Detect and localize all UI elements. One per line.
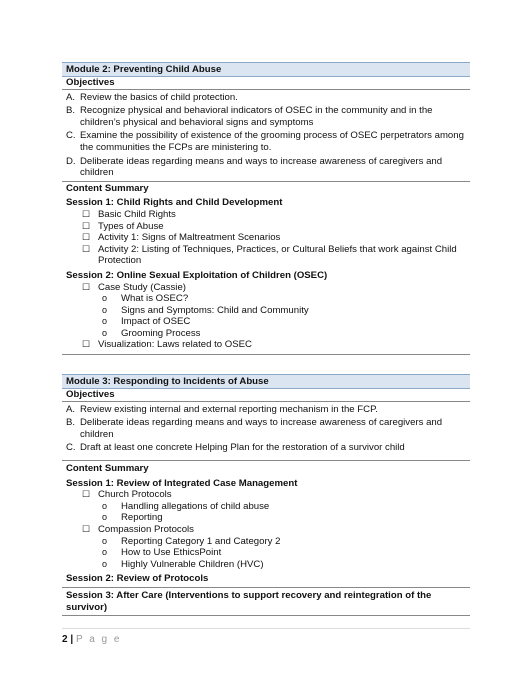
module-2-session-2-title: Session 2: Online Sexual Exploitation of Children (OSEC) (66, 269, 328, 281)
sub-list-item: o Impact of OSEC (102, 316, 191, 328)
checkbox-icon: ☐ (82, 243, 91, 254)
footer-separator: | (70, 634, 74, 645)
page-footer (62, 634, 121, 646)
sub-list-item: o Reporting (102, 512, 163, 524)
objective-item: B. Deliberate ideas regarding means and ways to increase awareness of caregivers and children (66, 417, 443, 440)
objective-item: C. Draft at least one concrete Helping Plan for the restoration of a survivor child (62, 442, 470, 461)
sub-list-item: o Reporting Category 1 and Category 2 (102, 535, 281, 547)
objective-item: D. Deliberate ideas regarding means and ways to increase awareness of caregivers and children (62, 156, 470, 182)
bullet-icon: o (102, 293, 108, 304)
checkbox-icon: ☐ (82, 208, 91, 219)
module-3-objectives-label: Objectives (62, 389, 470, 402)
footer-divider (62, 628, 470, 629)
sub-list-item: o What is OSEC? (102, 293, 189, 305)
checkbox-icon: ☐ (82, 339, 91, 350)
objective-item: C. Examine the possibility of existence of the grooming process of OSEC perpetrators among the communities the FCPs are ministering to. (66, 130, 464, 153)
sub-list-item: o How to Use EthicsPoint (102, 547, 222, 559)
sub-list-item: o Handling allegations of child abuse (102, 500, 270, 512)
module-2-session-1-title: Session 1: Child Rights and Child Development (66, 197, 283, 209)
checklist-item: ☐ Activity 2: Listing of Techniques, Practices, or Cultural Beliefs that work against Child Protection (82, 243, 457, 267)
bullet-icon: o (102, 512, 108, 523)
module-3-session-3-title: Session 3: After Care (Interventions to support recovery and reintegration of the survivor) (62, 590, 470, 616)
module-2-objectives-label: Objectives (62, 77, 470, 90)
checklist-item: ☐ Basic Child Rights (82, 208, 176, 220)
sub-list-item: o Signs and Symptoms: Child and Community (102, 304, 309, 316)
module-2-title: Module 2: Preventing Child Abuse (62, 62, 470, 77)
checklist-item: ☐ Case Study (Cassie) (82, 281, 186, 293)
module-3-session-2-title: Session 2: Review of Protocols (62, 573, 470, 588)
page-label: P a g e (75, 634, 122, 645)
bullet-icon: o (102, 500, 108, 511)
bullet-icon: o (102, 316, 108, 327)
module-3-session-1-title: Session 1: Review of Integrated Case Management (66, 477, 298, 489)
objective-item: A. Review the basics of child protection. (66, 91, 238, 103)
sub-list-item: o Grooming Process (102, 327, 201, 339)
checklist-item: ☐ Visualization: Laws related to OSEC (62, 339, 470, 355)
sub-list-item: o Highly Vulnerable Children (HVC) (102, 558, 264, 570)
checklist-item: ☐ Activity 1: Signs of Maltreatment Scenarios (82, 232, 281, 244)
page-number: 2 (62, 634, 68, 645)
bullet-icon: o (102, 327, 108, 338)
checklist-item: ☐ Types of Abuse (82, 220, 164, 232)
module-3-title: Module 3: Responding to Incidents of Abuse (62, 374, 470, 389)
bullet-icon: o (102, 558, 108, 569)
checkbox-icon: ☐ (82, 281, 91, 292)
checkbox-icon: ☐ (82, 523, 91, 534)
module-3-section (62, 374, 470, 616)
checkbox-icon: ☐ (82, 489, 91, 500)
checklist-item: ☐ Compassion Protocols (82, 523, 194, 535)
checkbox-icon: ☐ (82, 232, 91, 243)
bullet-icon: o (102, 535, 108, 546)
module-2-content-summary-label: Content Summary (66, 182, 149, 194)
bullet-icon: o (102, 547, 108, 558)
module-3-content-summary-label: Content Summary (66, 462, 149, 474)
checkbox-icon: ☐ (82, 220, 91, 231)
checklist-item: ☐ Church Protocols (82, 489, 172, 501)
bullet-icon: o (102, 304, 108, 315)
objective-item: A. Review existing internal and external reporting mechanism in the FCP. (66, 403, 378, 415)
module-2-section (62, 62, 470, 355)
objective-item: B. Recognize physical and behavioral indicators of OSEC in the community and in the children’s physical and behavioral signs and symptoms (66, 105, 433, 128)
